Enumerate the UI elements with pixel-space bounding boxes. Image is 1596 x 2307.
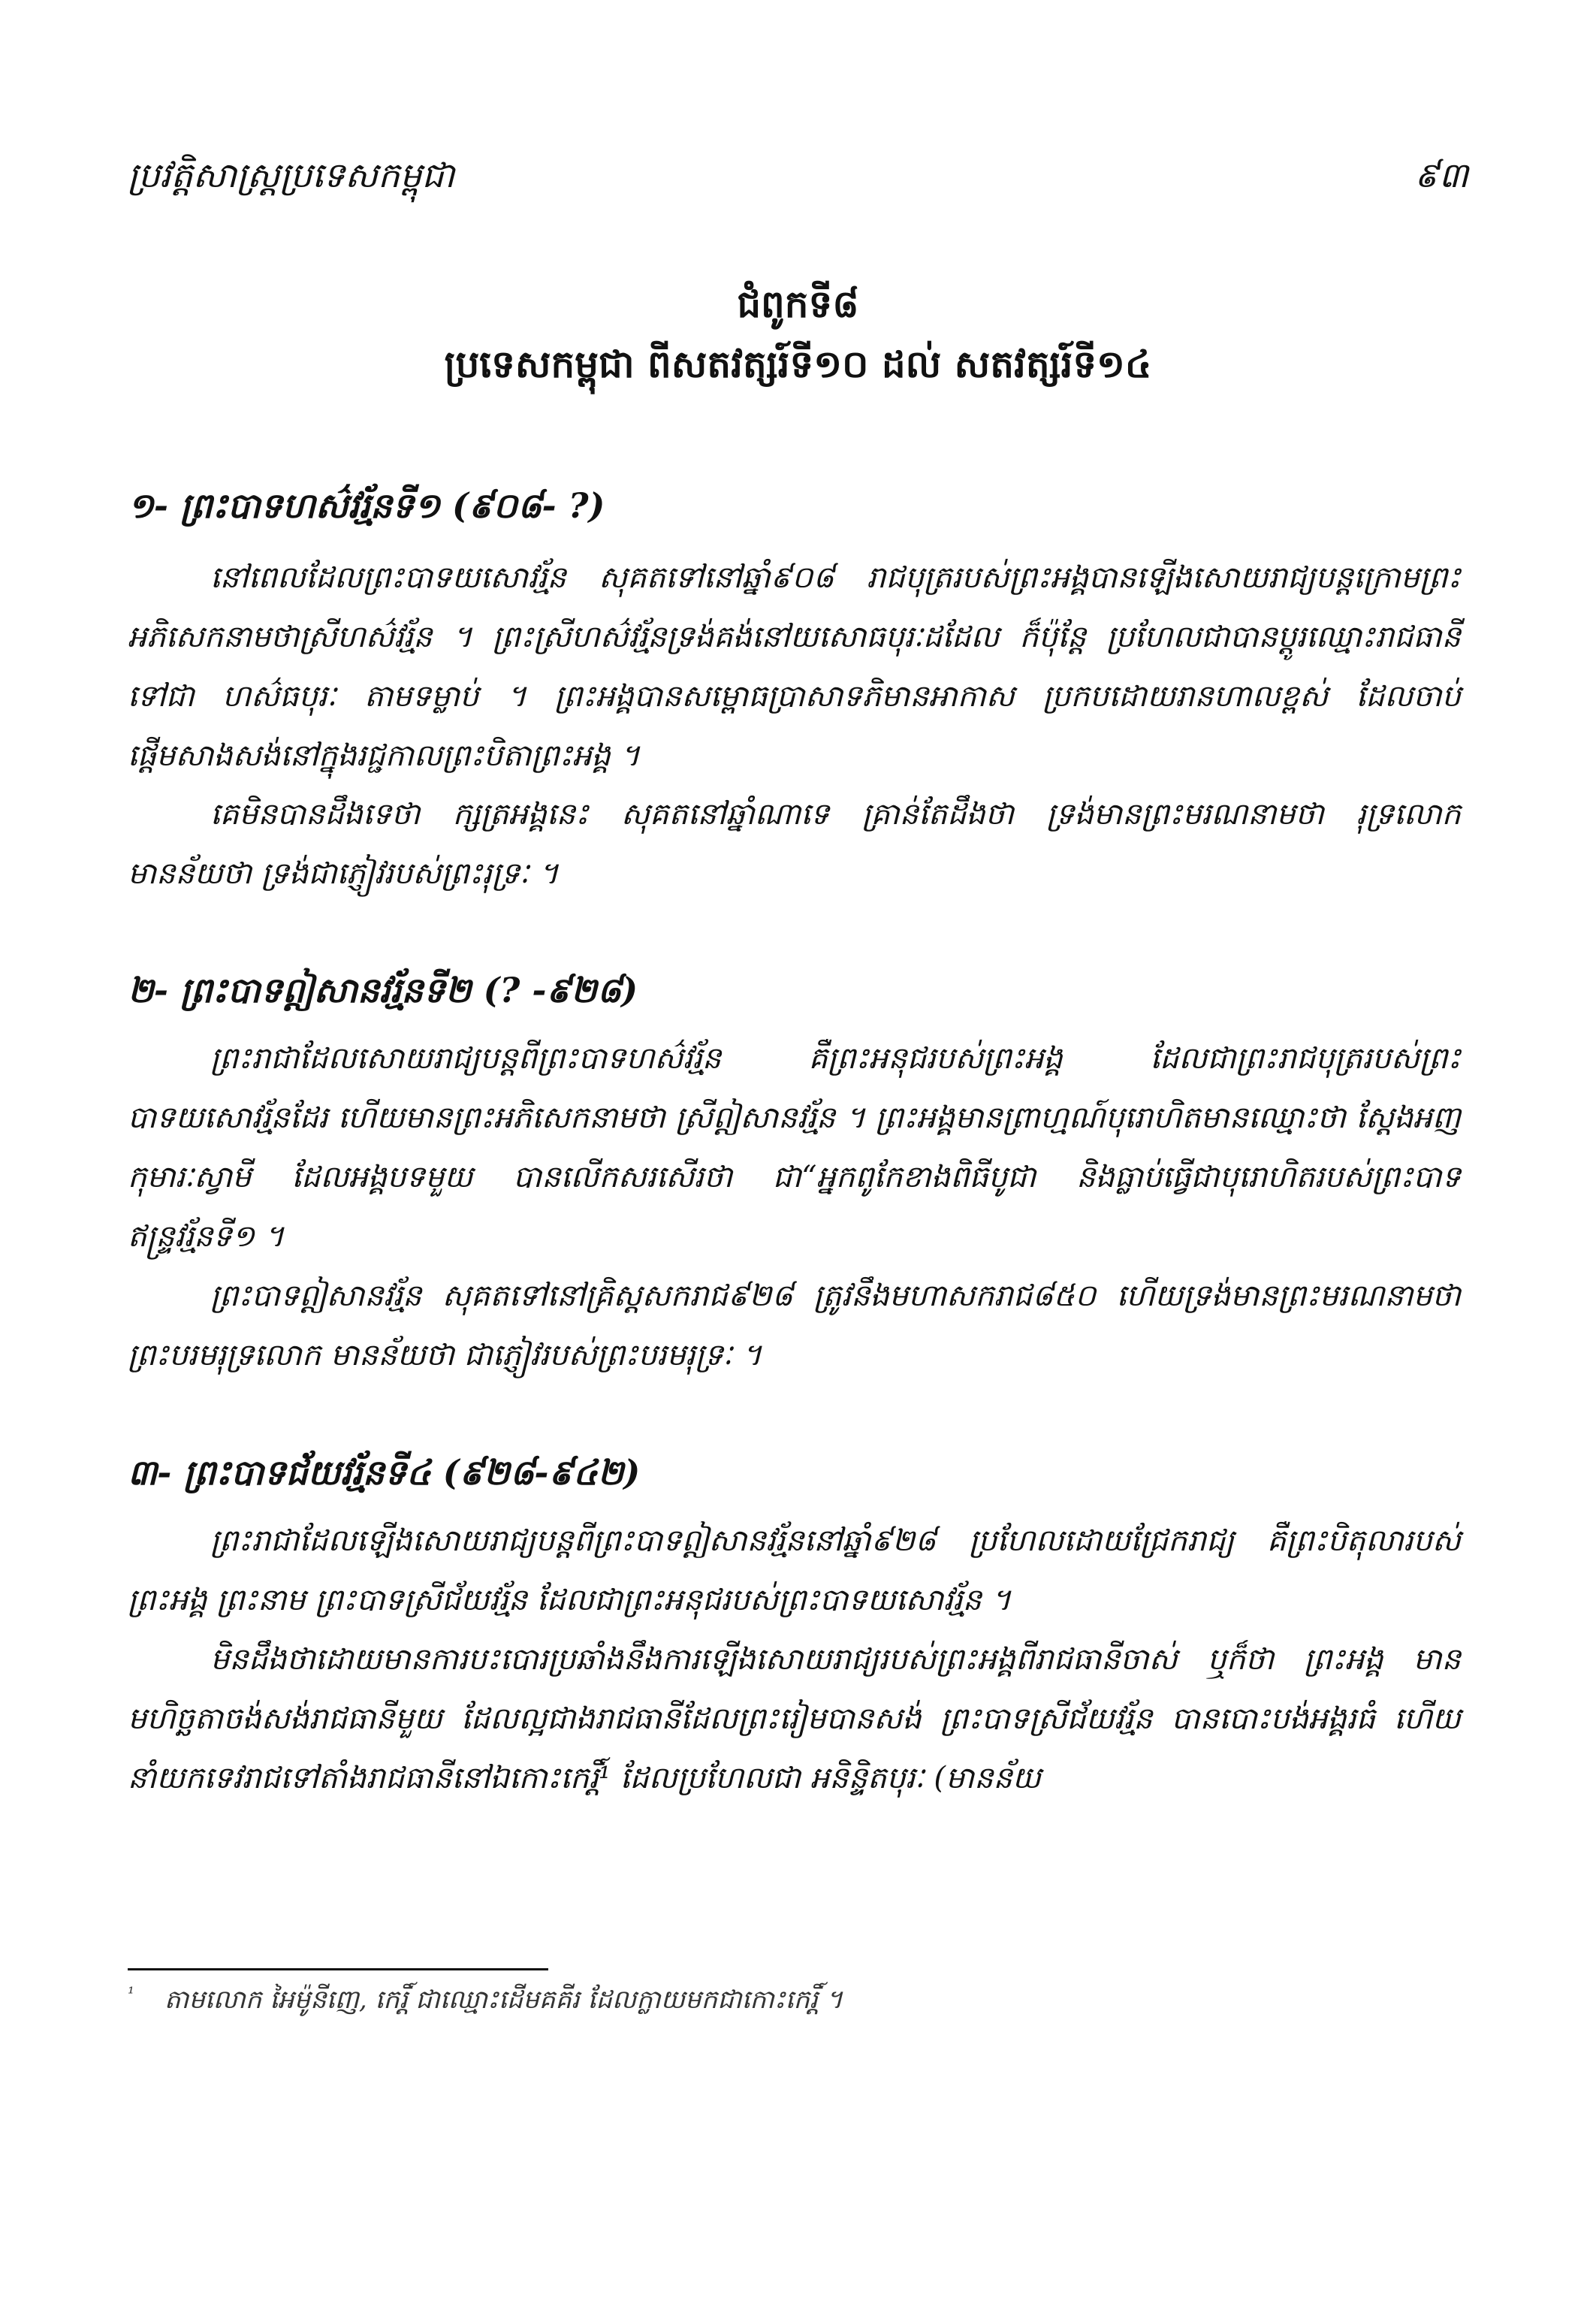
paragraph: ព្រះរាជាដែលឡើងសោយរាជ្យបន្តពីព្រះបាទឦសានវរ្ម័ននៅឆ្នាំ៩២៨ ប្រហែលដោយជ្រែករាជ្យ គឺព្រះបិតុលារបស់ព្រះអង្គ ព្រះនាម ព្រះបាទស្រីជ័យវរ្ម័ន ដែលជាព្រះអនុជរបស់ព្រះបាទយសោវរ្ម័ន ។ — [128, 1523, 1461, 1617]
footnote — [128, 1983, 1461, 2021]
footnote-mark: ¹ — [128, 1984, 134, 2004]
chapter-heading — [128, 274, 1468, 394]
page-number: ៩៣ — [1414, 155, 1468, 195]
chapter-label: ជំពូកទី៨ — [737, 282, 859, 326]
chapter-title: ប្រទេសកម្ពុជា ពីសតវត្សរ៍ទី១០ ដល់ សតវត្សរ៍ទី១៤ — [444, 343, 1152, 386]
footnote-rule — [128, 1968, 548, 1970]
paragraph: គេមិនបានដឹងទេថា ក្សត្រអង្គនេះ សុគតនៅឆ្នាំណាទេ គ្រាន់តែដឹងថា ទ្រង់មានព្រះមរណនាមថា រុទ្រលោក មានន័យថា ទ្រង់ជាភ្ញៀវរបស់ព្រះរុទ្រៈ ។ — [128, 797, 1461, 891]
running-title: ប្រវត្តិសាស្ត្រប្រទេសកម្ពុជា — [128, 155, 455, 195]
paragraph: នៅពេលដែលព្រះបាទយសោវរ្ម័ន សុគតទៅនៅឆ្នាំ៩០៨ រាជបុត្ររបស់ព្រះអង្គបានឡើងសោយរាជ្យបន្តក្រោមព្រះអភិសេកនាមថាស្រីហស៌វរ្ម័ន ។ ព្រះស្រីហស៌វរ្ម័នទ្រង់គង់នៅយសោធបុរៈដដែល ក៏ប៉ុន្តែ ប្រហែលជាបានប្តូរឈ្មោះរាជធានីទៅជា ហស៌ធបុរៈ តាមទម្លាប់ ។ ព្រះអង្គបានសម្ពោធប្រាសាទភិមានអាកាស ប្រកបដោយរានហាលខ្ពស់ ដែលចាប់ផ្តើមសាងសង់នៅក្នុងរជ្ជកាលព្រះបិតាព្រះអង្គ ។ — [128, 560, 1461, 773]
running-header — [128, 154, 1468, 207]
footnote-text: តាមលោក អៃម៉ូនីញេ, កេរ្តិ៍ ជាឈ្មោះដើមគគីរ ដែលក្លាយមកជាកោះកេរ្តិ៍ ។ — [164, 1985, 843, 2015]
paragraph: ព្រះបាទឦសានវរ្ម័ន សុគតទៅនៅគ្រិស្តសករាជ៩២៨ ត្រូវនឹងមហាសករាជ៨៥០ ហើយទ្រង់មានព្រះមរណនាមថា ព្រះបរមរុទ្រលោក មានន័យថា ជាភ្ញៀវរបស់ព្រះបរមរុទ្រៈ ។ — [128, 1279, 1461, 1372]
section-heading: ១- ព្រះបាទហស៌វរ្ម័នទី១ (៩០៨- ?) — [128, 485, 605, 526]
paragraph: ព្រះរាជាដែលសោយរាជ្យបន្តពីព្រះបាទហស៌វរ្ម័ន គឺព្រះអនុជរបស់ព្រះអង្គ ដែលជាព្រះរាជបុត្ររបស់ព្រះបាទយសោវរ្ម័នដែរ ហើយមានព្រះអភិសេកនាមថា ស្រីឦសានវរ្ម័ន ។ ព្រះអង្គមានព្រាហ្មណ៍បុរោហិតមានឈ្មោះថា ស្តែងអញកុមារៈស្វាមី ដែលអង្គបទមួយ បានលើកសរសើរថា ជា“អ្នកពូកែខាងពិធីបូជា និងធ្លាប់ធ្វើជាបុរោហិតរបស់ព្រះបាទឥន្ទ្រវរ្ម័នទី១ ។ — [128, 1041, 1461, 1254]
paragraph: មិនដឹងថាដោយមានការបះបោរប្រឆាំងនឹងការឡើងសោយរាជ្យរបស់ព្រះអង្គពីរាជធានីចាស់ ឬក៏ថា ព្រះអង្គ មានមហិច្ឆតាចង់សង់រាជធានីមួយ ដែលល្អជាងរាជធានីដែលព្រះរៀមបានសង់ ព្រះបាទស្រីជ័យវរ្ម័ន បានបោះបង់អង្គរធំ ហើយនាំយកទេវរាជទៅតាំងរាជធានីនៅឯកោះកេរ្តិ៍¹ ដែលប្រហែលជា អនិន្ទិតបុរៈ (មានន័យ — [128, 1642, 1461, 1795]
section-heading: ៣- ព្រះបាទជ័យវរ្ម័នទី៤ (៩២៨-៩៤២) — [128, 1452, 641, 1493]
section-heading: ២- ព្រះបាទឦសានវរ្ម័នទី២ (? -៩២៨) — [128, 970, 638, 1010]
